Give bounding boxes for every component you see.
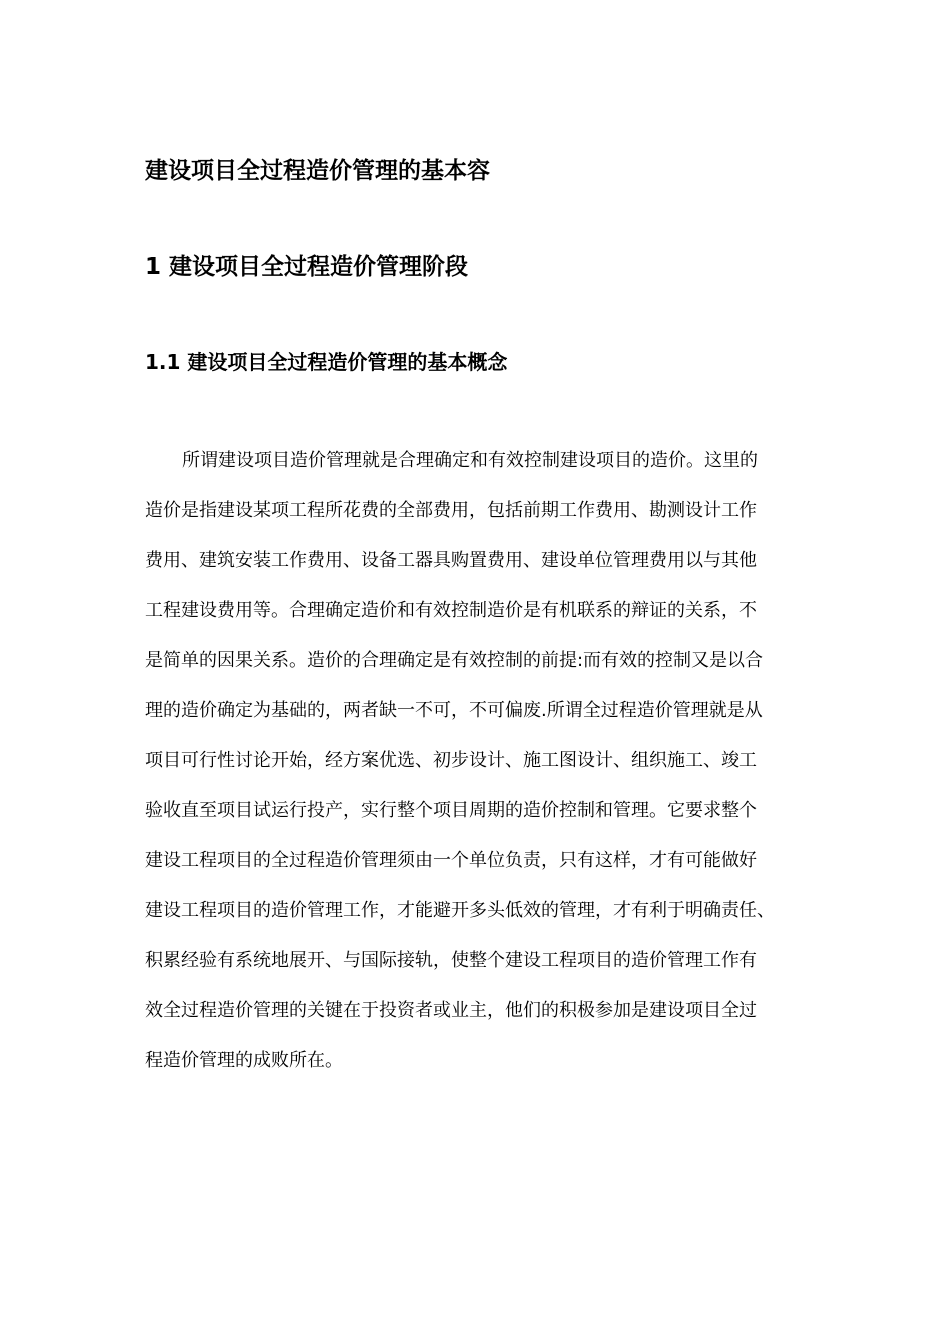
section-heading-1-1: 1.1 建设项目全过程造价管理的基本概念 (145, 350, 508, 374)
paragraph-line: 工程建设费用等。合理确定造价和有效控制造价是有机联系的辩证的关系，不 (145, 600, 757, 621)
paragraph-line: 程造价管理的成败所在。 (145, 1050, 343, 1071)
paragraph-line: 项目可行性讨论开始，经方案优选、初步设计、施工图设计、组织施工、竣工 (145, 750, 757, 771)
paragraph-line: 效全过程造价管理的关键在于投资者或业主，他们的积极参加是建设项目全过 (145, 1000, 757, 1021)
paragraph-line: 费用、建筑安装工作费用、设备工器具购置费用、建设单位管理费用以与其他 (145, 550, 757, 571)
paragraph-line: 理的造价确定为基础的，两者缺一不可，不可偏废.所谓全过程造价管理就是从 (145, 700, 763, 721)
paragraph-line: 验收直至项目试运行投产，实行整个项目周期的造价控制和管理。它要求整个 (145, 800, 757, 821)
body-paragraph (145, 436, 825, 1086)
paragraph-line: 造价是指建设某项工程所花费的全部费用，包括前期工作费用、勘测设计工作 (145, 500, 757, 521)
paragraph-line: 积累经验有系统地展开、与国际接轨，使整个建设工程项目的造价管理工作有 (145, 950, 757, 971)
document-title: 建设项目全过程造价管理的基本容 (145, 158, 490, 184)
paragraph-line: 建设工程项目的全过程造价管理须由一个单位负责，只有这样，才有可能做好 (145, 850, 757, 871)
paragraph-line: 建设工程项目的造价管理工作，才能避开多头低效的管理，才有利于明确责任、 (145, 900, 775, 921)
paragraph-line: 是简单的因果关系。造价的合理确定是有效控制的前提:而有效的控制又是以合 (145, 650, 764, 671)
paragraph-line: 所谓建设项目造价管理就是合理确定和有效控制建设项目的造价。这里的 (182, 450, 758, 471)
section-heading-1: 1 建设项目全过程造价管理阶段 (145, 254, 469, 280)
